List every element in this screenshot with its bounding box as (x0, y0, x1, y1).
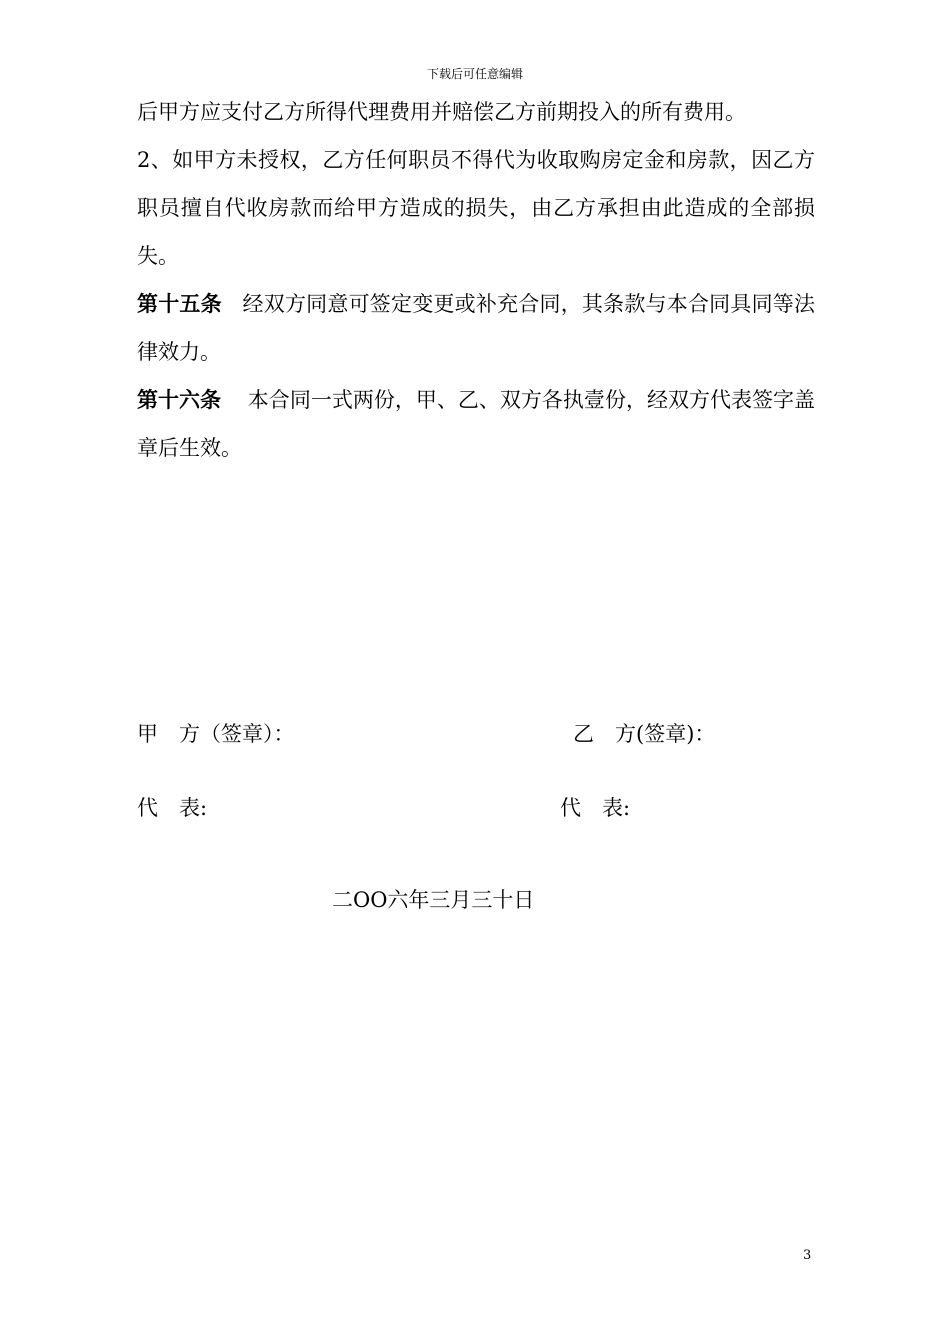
page-number: 3 (803, 1248, 812, 1263)
contract-body (137, 88, 815, 472)
paragraph-compensation: 后甲方应支付乙方所得代理费用并赔偿乙方前期投入的所有费用。 (137, 100, 746, 124)
article-15-text: 经双方同意可签定变更或补充合同，其条款与本合同具同等法律效力。 (137, 292, 816, 364)
party-b-representative-label: 代 表: (560, 796, 631, 820)
article-16-label: 第十六条 (137, 387, 222, 412)
party-b-signature-label: 乙 方(签章)： (573, 722, 716, 746)
article-16 (137, 376, 815, 472)
article-15 (137, 280, 815, 376)
paragraph-clause-2: 2、如甲方未授权，乙方任何职员不得代为收取购房定金和房款，因乙方职员擅自代收房款而给甲方造成的损失，由乙方承担由此造成的全部损失。 (137, 148, 815, 268)
party-a-signature-label: 甲 方（签章）： (137, 722, 295, 746)
article-16-text: 本合同一式两份，甲、乙、双方各执壹份，经双方代表签字盖章后生效。 (137, 388, 816, 460)
party-a-representative-label: 代 表: (137, 796, 208, 820)
article-15-label: 第十五条 (137, 291, 222, 316)
page-header: 下载后可任意编辑 (426, 67, 523, 81)
contract-date: 二OO六年三月三十日 (332, 888, 535, 912)
